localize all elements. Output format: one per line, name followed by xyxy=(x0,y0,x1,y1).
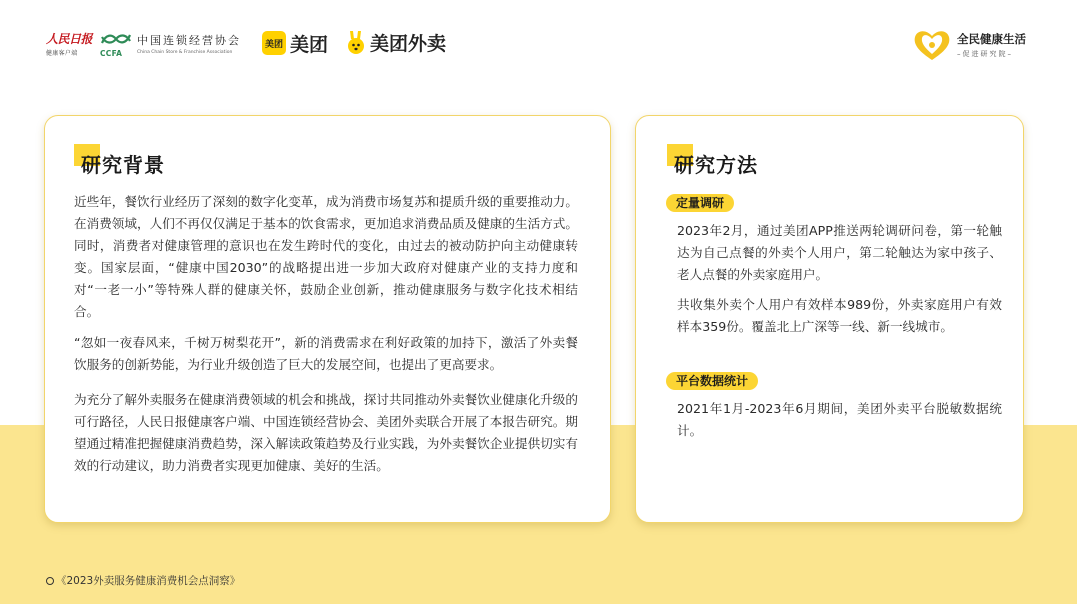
survey-paragraph-2: 共收集外卖个人用户有效样本989份，外卖家庭用户有效样本359份。覆盖北上广深等一线、新一线城市。 xyxy=(677,297,1002,334)
meituan-logo xyxy=(262,30,328,56)
heart-logo-icon xyxy=(912,28,952,62)
header-logo-bar xyxy=(0,0,1077,70)
report-footer-title: 《2023外卖服务健康消费机会点洞察》 xyxy=(56,575,241,587)
research-method-title: 研究方法 xyxy=(674,153,758,177)
peoples-daily-logo-sub: 健康客户端 xyxy=(46,50,78,57)
ccfa-logo-sub: China Chain Store & Franchise Association xyxy=(137,50,233,55)
bullet-circle-icon xyxy=(46,577,54,585)
research-method-card xyxy=(635,115,1024,523)
background-paragraph-2: “忽如一夜春风来，千树万树梨花开”，新的消费需求在利好政策的加持下，激活了外卖餐饮服务的创新势能，为行业升级创造了巨大的发展空间，也提出了更高要求。 xyxy=(74,335,578,372)
national-health-logo-title: 全民健康生活 xyxy=(957,32,1026,46)
peoples-daily-logo xyxy=(46,30,93,62)
peoples-daily-logo-name: 人民日报 xyxy=(46,32,93,46)
report-footer xyxy=(46,573,240,588)
ccfa-mark-icon xyxy=(100,32,132,46)
platform-data-paragraph: 2021年1月-2023年6月期间，美团外卖平台脱敏数据统计。 xyxy=(677,401,1002,438)
ccfa-logo xyxy=(100,30,250,60)
meituan-square-icon: 美团 xyxy=(262,31,286,55)
national-health-logo xyxy=(912,28,1026,62)
background-paragraph-1: 近些年，餐饮行业经历了深刻的数字化变革，成为消费市场复苏和提质升级的重要推动力。在消费领域，人们不再仅仅满足于基本的饮食需求，更加追求消费品质及健康的生活方式。同时，消费者对健康管理的意识也在发生跨时代的变化，由过去的被动防护向主动健康转变。国家层面，“健康中国2030”的战略提出进一步加大政府对健康产业的支持力度和对“一老一小”等特殊人群的健康关怀，鼓励企业创新，推动健康服务与数字化技术相结合。 xyxy=(74,194,578,319)
national-health-logo-sub: –促进研究院– xyxy=(957,50,1013,58)
quantitative-survey-label: 定量调研 xyxy=(666,194,734,212)
kangaroo-icon xyxy=(346,29,368,55)
meituan-waimai-logo-text: 美团外卖 xyxy=(370,32,447,55)
survey-paragraph-1: 2023年2月，通过美团APP推送两轮调研问卷，第一轮触达为自己点餐的外卖个人用户，第二轮触达为家中孩子、老人点餐的外卖家庭用户。 xyxy=(677,223,1002,282)
meituan-logo-text: 美团 xyxy=(290,33,329,56)
ccfa-logo-cn: 中国连锁经营协会 xyxy=(137,34,241,47)
ccfa-logo-en: CCFA xyxy=(100,49,123,58)
meituan-waimai-logo xyxy=(346,28,446,56)
research-background-card xyxy=(44,115,611,523)
platform-data-label: 平台数据统计 xyxy=(666,372,758,390)
background-paragraph-3: 为充分了解外卖服务在健康消费领域的机会和挑战，探讨共同推动外卖餐饮业健康化升级的可行路径，人民日报健康客户端、中国连锁经营协会、美团外卖联合开展了本报告研究。期望通过精准把握健康消费趋势，深入解读政策趋势及行业实践，为外卖餐饮企业提供切实有效的行动建议，助力消费者实现更加健康、美好的生活。 xyxy=(74,392,578,473)
research-background-title: 研究背景 xyxy=(81,153,165,177)
